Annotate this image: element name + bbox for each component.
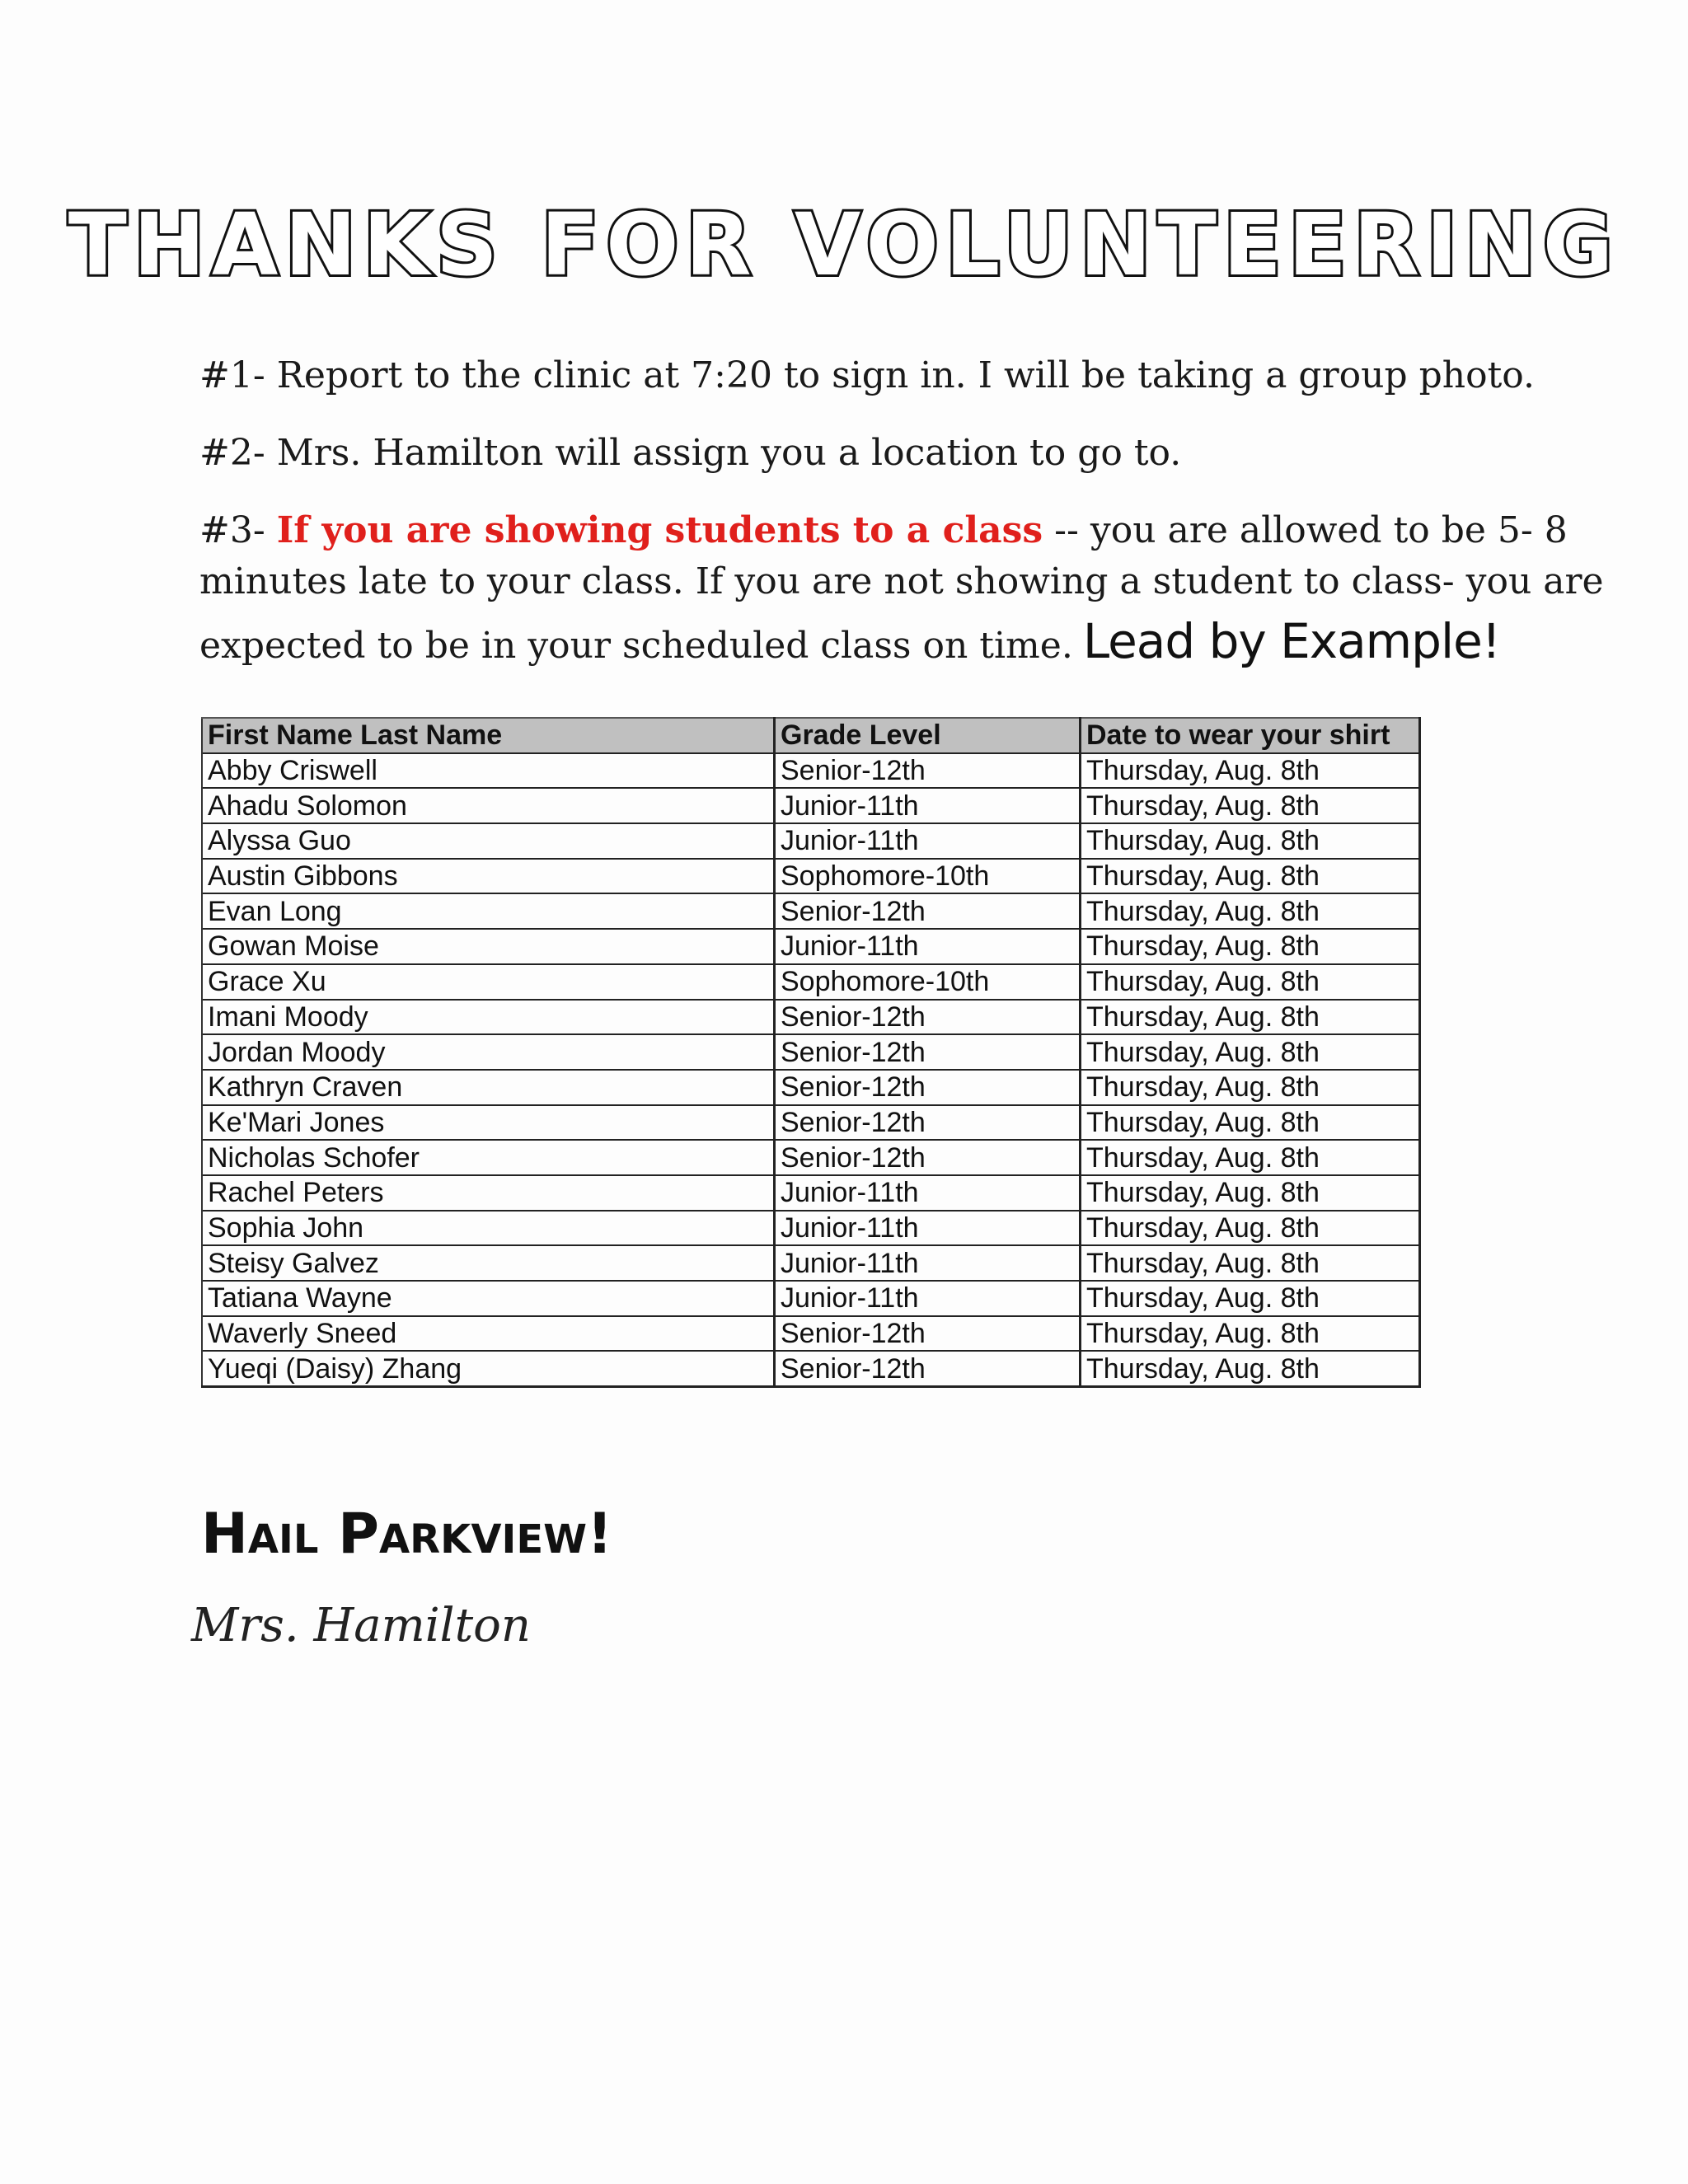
instruction-2: #2- Mrs. Hamilton will assign you a location to go to. — [199, 432, 1182, 474]
table-row — [202, 1316, 1420, 1352]
lead-by-example-tagline: Lead by Example! — [1082, 613, 1501, 669]
column-header-grade: Grade Level — [775, 718, 1081, 753]
volunteer-roster-table — [201, 717, 1421, 1388]
cell-grade-level: Junior-11th — [775, 929, 1081, 964]
cell-shirt-date: Thursday, Aug. 8th — [1081, 929, 1420, 964]
cell-grade-level: Senior-12th — [775, 1034, 1081, 1070]
cell-shirt-date: Thursday, Aug. 8th — [1081, 1211, 1420, 1246]
instruction-3-emphasis: If you are showing students to a class — [276, 509, 1043, 551]
cell-grade-level: Senior-12th — [775, 1000, 1081, 1035]
cell-grade-level: Senior-12th — [775, 893, 1081, 929]
instruction-3-line-3 — [199, 613, 1501, 672]
page-title: THANKS FOR VOLUNTEERING — [68, 194, 1620, 295]
cell-student-name: Sophia John — [202, 1211, 775, 1246]
closing-cheer: Hail Parkview! — [201, 1502, 613, 1567]
cell-grade-level: Junior-11th — [775, 788, 1081, 823]
column-header-name: First Name Last Name — [202, 718, 775, 753]
roster-body — [202, 753, 1420, 1387]
cell-shirt-date: Thursday, Aug. 8th — [1081, 1245, 1420, 1281]
cell-shirt-date: Thursday, Aug. 8th — [1081, 1175, 1420, 1211]
table-row — [202, 1245, 1420, 1281]
cell-shirt-date: Thursday, Aug. 8th — [1081, 1351, 1420, 1386]
cell-student-name: Grace Xu — [202, 964, 775, 1000]
cell-shirt-date: Thursday, Aug. 8th — [1081, 788, 1420, 823]
cell-grade-level: Junior-11th — [775, 1281, 1081, 1316]
table-row — [202, 929, 1420, 964]
table-row — [202, 1351, 1420, 1386]
cell-shirt-date: Thursday, Aug. 8th — [1081, 1070, 1420, 1105]
cell-grade-level: Senior-12th — [775, 1070, 1081, 1105]
cell-student-name: Evan Long — [202, 893, 775, 929]
table-header-row — [202, 718, 1420, 753]
cell-shirt-date: Thursday, Aug. 8th — [1081, 823, 1420, 859]
cell-shirt-date: Thursday, Aug. 8th — [1081, 1281, 1420, 1316]
table-row — [202, 823, 1420, 859]
cell-grade-level: Junior-11th — [775, 823, 1081, 859]
cell-shirt-date: Thursday, Aug. 8th — [1081, 1105, 1420, 1141]
cell-student-name: Jordan Moody — [202, 1034, 775, 1070]
table-row — [202, 1175, 1420, 1211]
cell-student-name: Gowan Moise — [202, 929, 775, 964]
cell-student-name: Abby Criswell — [202, 753, 775, 789]
cell-shirt-date: Thursday, Aug. 8th — [1081, 1316, 1420, 1352]
table-row — [202, 1211, 1420, 1246]
cell-shirt-date: Thursday, Aug. 8th — [1081, 964, 1420, 1000]
cell-student-name: Kathryn Craven — [202, 1070, 775, 1105]
cell-grade-level: Senior-12th — [775, 1105, 1081, 1141]
table-row — [202, 1000, 1420, 1035]
cell-grade-level: Sophomore-10th — [775, 859, 1081, 894]
cell-student-name: Nicholas Schofer — [202, 1140, 775, 1175]
table-row — [202, 788, 1420, 823]
table-row — [202, 964, 1420, 1000]
column-header-date: Date to wear your shirt — [1081, 718, 1420, 753]
table-row — [202, 1034, 1420, 1070]
table-row — [202, 1140, 1420, 1175]
cell-grade-level: Junior-11th — [775, 1245, 1081, 1281]
cell-grade-level: Senior-12th — [775, 1140, 1081, 1175]
cell-student-name: Imani Moody — [202, 1000, 775, 1035]
cell-student-name: Ke'Mari Jones — [202, 1105, 775, 1141]
cell-grade-level: Senior-12th — [775, 1316, 1081, 1352]
cell-student-name: Ahadu Solomon — [202, 788, 775, 823]
cell-student-name: Steisy Galvez — [202, 1245, 775, 1281]
cell-shirt-date: Thursday, Aug. 8th — [1081, 1140, 1420, 1175]
cell-shirt-date: Thursday, Aug. 8th — [1081, 753, 1420, 789]
instruction-3-rest: -- you are allowed to be 5- 8 — [1043, 509, 1568, 551]
cell-shirt-date: Thursday, Aug. 8th — [1081, 1034, 1420, 1070]
cell-student-name: Rachel Peters — [202, 1175, 775, 1211]
cell-student-name: Waverly Sneed — [202, 1316, 775, 1352]
cell-grade-level: Sophomore-10th — [775, 964, 1081, 1000]
cell-student-name: Alyssa Guo — [202, 823, 775, 859]
cell-student-name: Tatiana Wayne — [202, 1281, 775, 1316]
table-row — [202, 1070, 1420, 1105]
table-row — [202, 1105, 1420, 1141]
cell-student-name: Yueqi (Daisy) Zhang — [202, 1351, 775, 1386]
instruction-3-prefix: #3- — [199, 509, 277, 551]
signature: Mrs. Hamilton — [191, 1599, 531, 1652]
instruction-3-line-2: minutes late to your class. If you are not showing a student to class- you are — [199, 560, 1604, 602]
cell-shirt-date: Thursday, Aug. 8th — [1081, 1000, 1420, 1035]
cell-student-name: Austin Gibbons — [202, 859, 775, 894]
cell-grade-level: Junior-11th — [775, 1175, 1081, 1211]
table-row — [202, 753, 1420, 789]
instruction-3 — [199, 505, 1568, 556]
table-row — [202, 893, 1420, 929]
cell-shirt-date: Thursday, Aug. 8th — [1081, 893, 1420, 929]
cell-shirt-date: Thursday, Aug. 8th — [1081, 859, 1420, 894]
instruction-3-line-3-text: expected to be in your scheduled class on time. — [199, 625, 1073, 667]
cell-grade-level: Senior-12th — [775, 753, 1081, 789]
instruction-1: #1- Report to the clinic at 7:20 to sign in. I will be taking a group photo. — [199, 354, 1535, 396]
table-row — [202, 859, 1420, 894]
table-row — [202, 1281, 1420, 1316]
cell-grade-level: Senior-12th — [775, 1351, 1081, 1386]
cell-grade-level: Junior-11th — [775, 1211, 1081, 1246]
